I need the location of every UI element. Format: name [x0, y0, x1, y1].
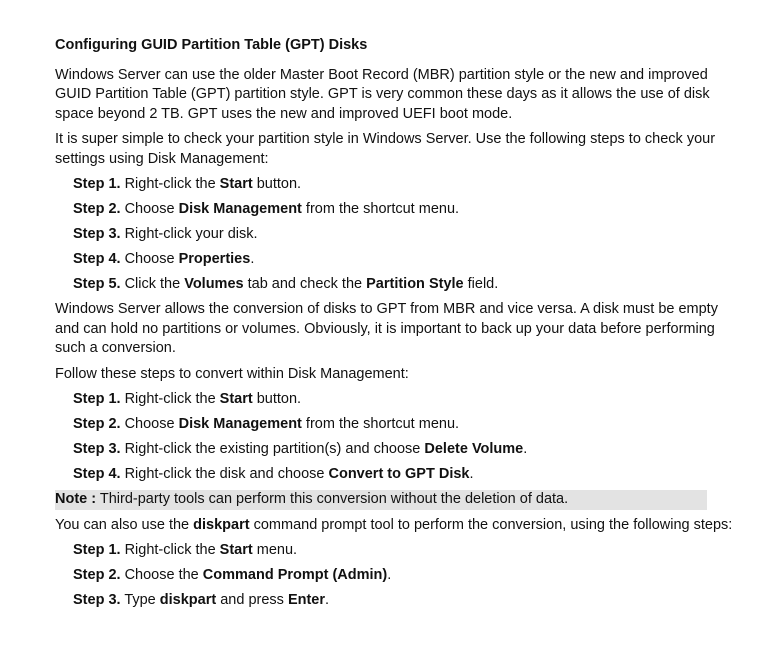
- check-step-5: Step 5. Click the Volumes tab and check the Partition Style field.: [73, 276, 499, 292]
- convert-step-1: Step 1. Right-click the Start button.: [73, 391, 302, 407]
- note-label: Note :: [55, 491, 97, 507]
- convert-intro: Follow these steps to convert within Disk Management:: [55, 365, 409, 382]
- diskpart-step-2: Step 2. Choose the Command Prompt (Admin).: [73, 567, 392, 583]
- check-step-3: Step 3. Right-click your disk.: [73, 226, 258, 242]
- check-step-1: Step 1. Right-click the Start button.: [73, 176, 302, 192]
- convert-steps-list: [55, 390, 745, 485]
- check-step-2: Step 2. Choose Disk Management from the shortcut menu.: [73, 201, 460, 217]
- convert-step-4: Step 4. Right-click the disk and choose Convert to GPT Disk.: [73, 466, 474, 482]
- note-callout: [55, 490, 707, 510]
- note-text: Third-party tools can perform this conversion without the deletion of data.: [96, 491, 569, 507]
- conversion-paragraph: Windows Server allows the conversion of disks to GPT from MBR and vice versa. A disk must be empty and can hold no partitions or volumes. Obviously, it is important to back up your data before performing such a conversion.: [55, 301, 718, 356]
- diskpart-paragraph: You can also use the diskpart command prompt tool to perform the conversion, using the following steps:: [55, 516, 733, 533]
- intro-paragraph-1: Windows Server can use the older Master Boot Record (MBR) partition style or the new and improved GUID Partition Table (GPT) partition style. GPT is very common these days as it allows the use of disk space beyond 2 TB. GPT uses the new and improved UEFI boot mode.: [55, 66, 710, 122]
- section-heading: Configuring GUID Partition Table (GPT) Disks: [55, 37, 368, 53]
- diskpart-step-3: Step 3. Type diskpart and press Enter.: [73, 592, 330, 608]
- convert-step-3: Step 3. Right-click the existing partition(s) and choose Delete Volume.: [73, 441, 528, 457]
- diskpart-step-1: Step 1. Right-click the Start menu.: [73, 542, 298, 558]
- check-step-4: Step 4. Choose Properties.: [73, 251, 255, 267]
- check-steps-list: [55, 175, 745, 295]
- convert-step-2: Step 2. Choose Disk Management from the shortcut menu.: [73, 416, 460, 432]
- intro-paragraph-2: It is super simple to check your partition style in Windows Server. Use the following steps to check your settings using Disk Management:: [55, 131, 716, 167]
- diskpart-steps-list: [55, 541, 745, 611]
